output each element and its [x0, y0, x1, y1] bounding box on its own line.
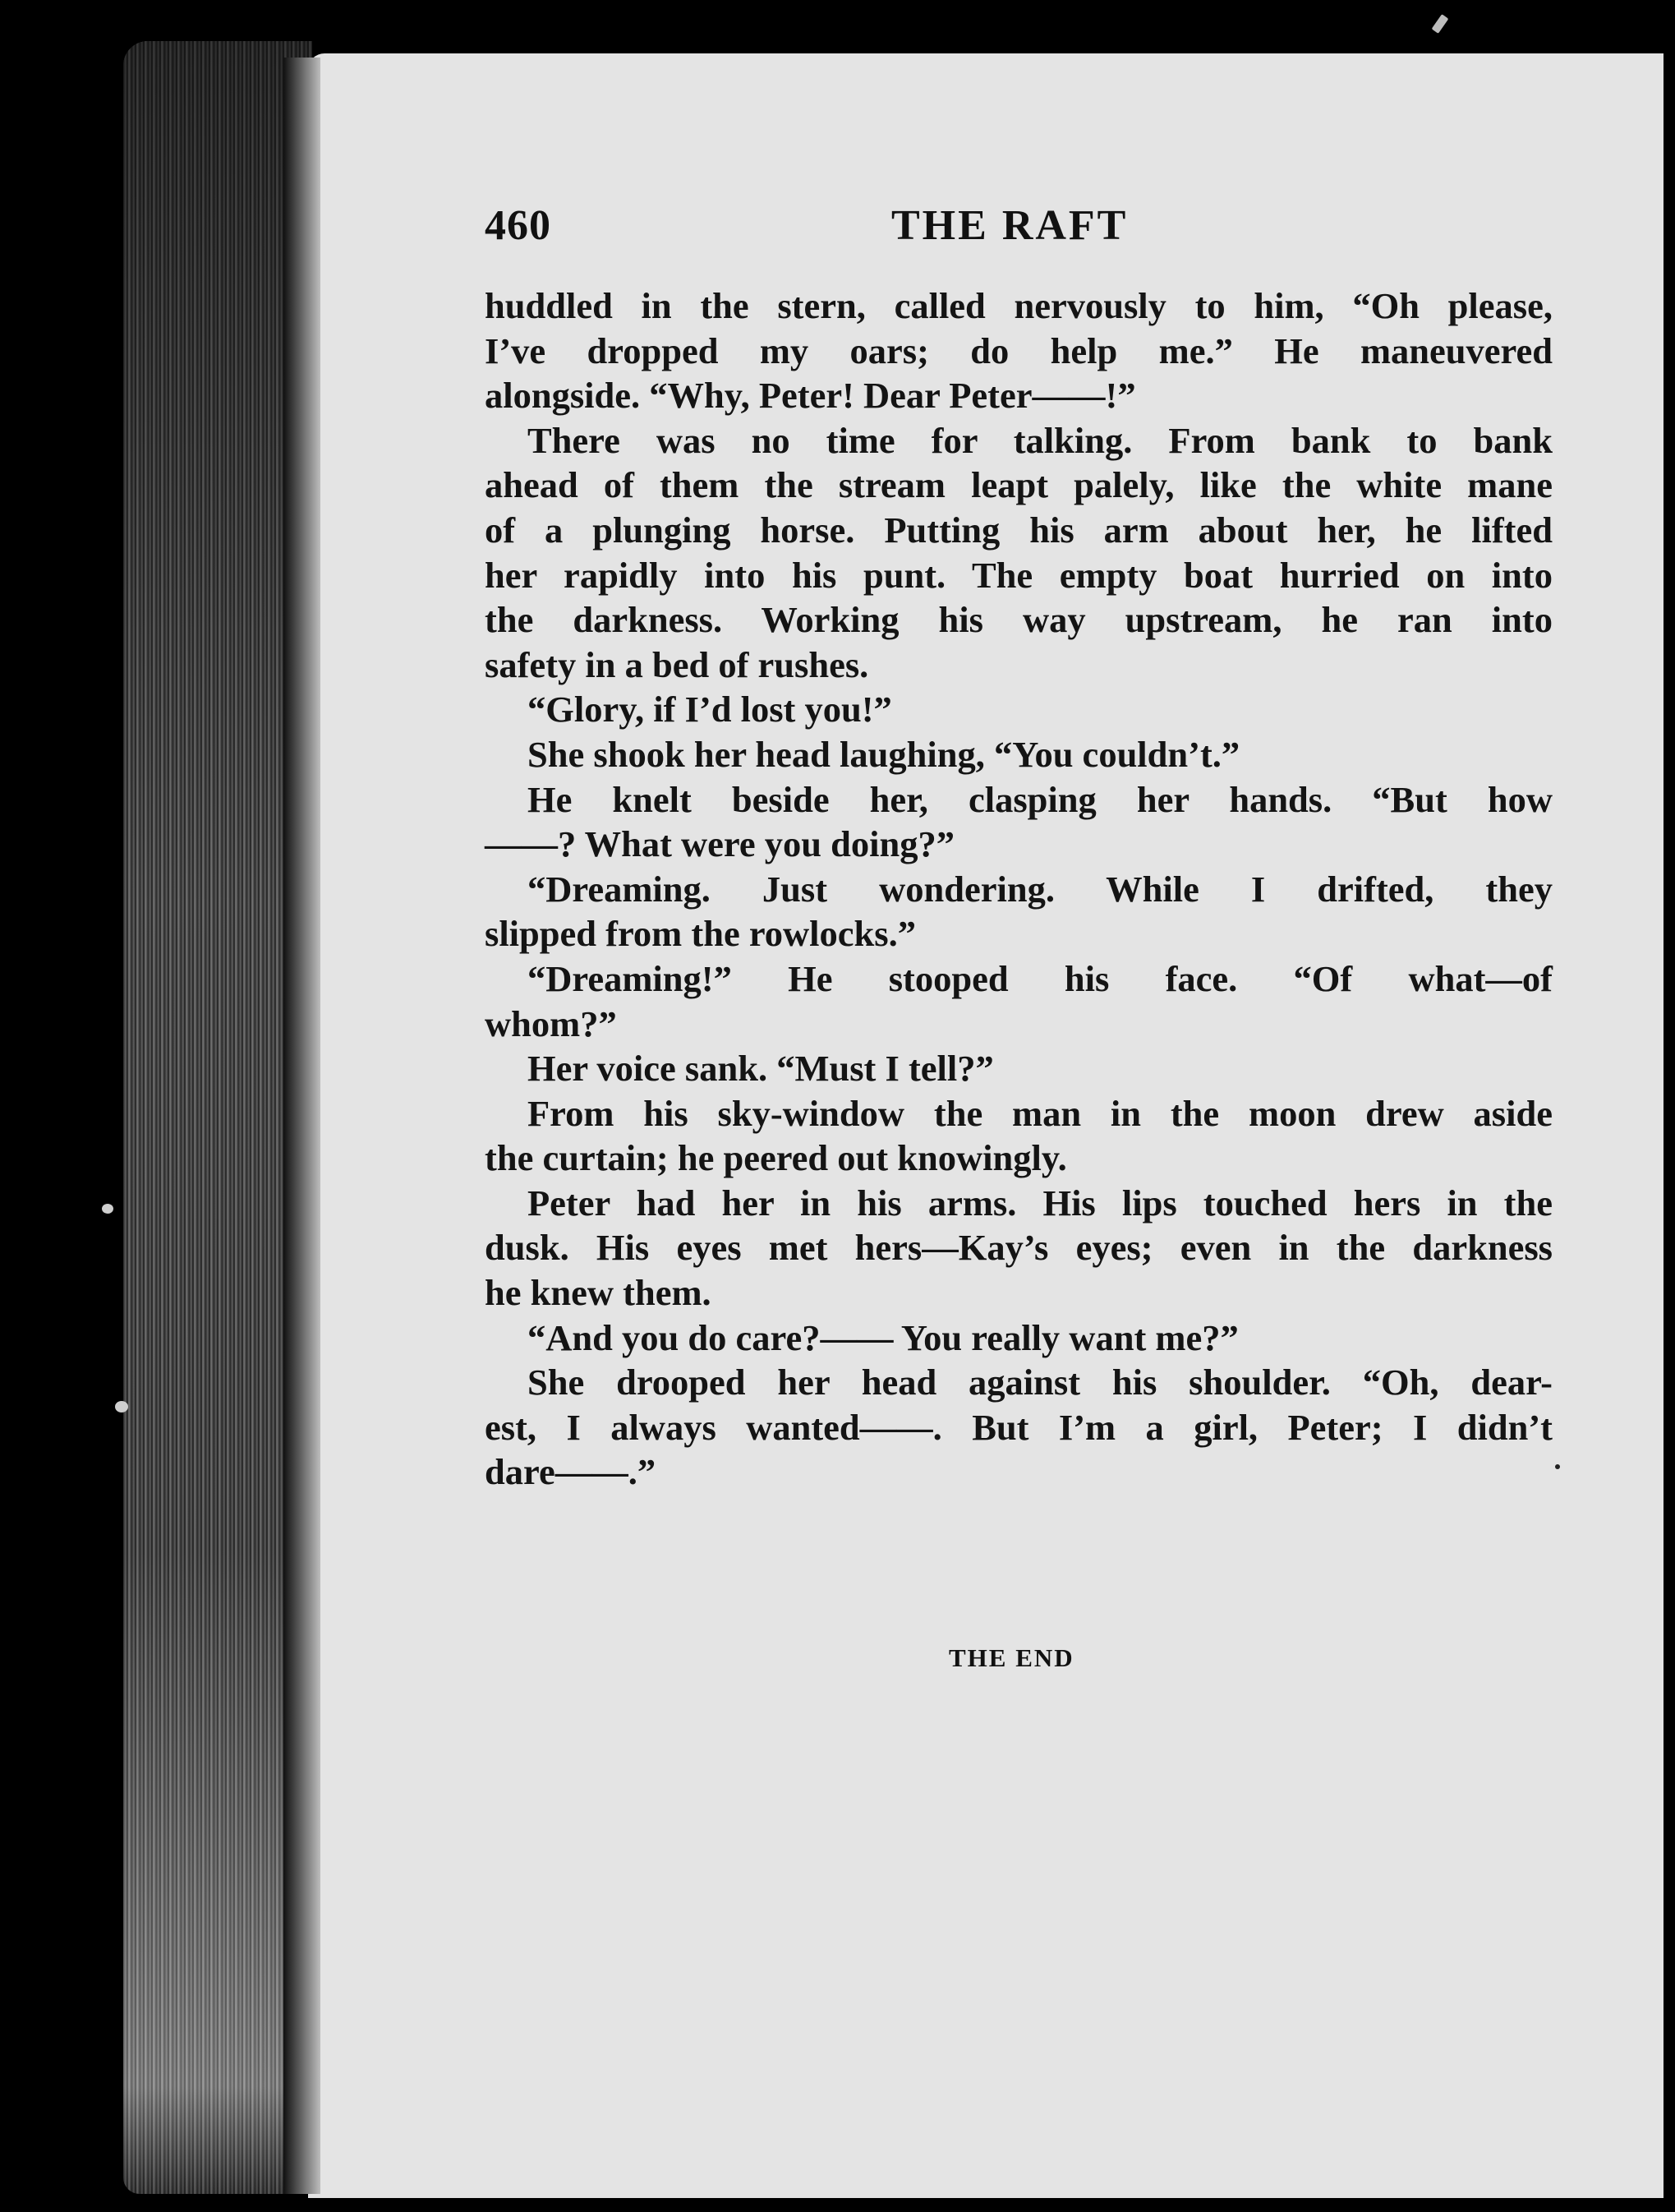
text-line: “Dreaming!” He stooped his face. “Of what—of	[527, 957, 1553, 999]
text-line: alongside. “Why, Peter! Dear Peter——!”	[485, 375, 1136, 417]
text-line: “Dreaming. Just wondering. While I drifted, they	[527, 868, 1553, 910]
text-line: est, I always wanted——. But I’m a girl, Peter; I didn’t	[485, 1406, 1553, 1448]
text-line: safety in a bed of rushes.	[485, 643, 869, 685]
scan-speck	[102, 1204, 113, 1214]
page-number: 460	[485, 202, 551, 249]
text-line: There was no time for talking. From bank to bank	[527, 419, 1553, 461]
scan-speck	[1432, 14, 1449, 34]
text-line: “Glory, if I’d lost you!”	[527, 689, 892, 730]
text-line: of a plunging horse. Putting his arm about her, he lifted	[485, 509, 1553, 551]
text-line: the curtain; he peered out knowingly.	[485, 1137, 1067, 1179]
running-head	[485, 201, 1536, 259]
text-line: Peter had her in his arms. His lips touched hers in the	[527, 1182, 1553, 1224]
book-title: THE RAFT	[891, 202, 1129, 249]
text-line: huddled in the stern, called nervously to him, “Oh please,	[485, 285, 1553, 326]
text-line: her rapidly into his punt. The empty boat hurried on into	[485, 554, 1553, 596]
scan-speck	[1555, 1464, 1560, 1469]
page-binding-shadow	[283, 58, 320, 2194]
text-line: He knelt beside her, clasping her hands. “But how	[527, 778, 1553, 820]
text-line: “And you do care?—— You really want me?”	[527, 1316, 1239, 1358]
text-line: She drooped her head against his shoulder. “Oh, dear-	[527, 1362, 1553, 1403]
text-line: I’ve dropped my oars; do help me.” He maneuvered	[485, 329, 1553, 371]
text-line: Her voice sank. “Must I tell?”	[527, 1048, 994, 1090]
text-line: From his sky-window the man in the moon drew aside	[527, 1092, 1553, 1134]
text-line: he knew them.	[485, 1272, 711, 1314]
text-line: ahead of them the stream leapt palely, like the white mane	[485, 464, 1553, 506]
scan-speck	[115, 1401, 128, 1412]
body-text	[485, 283, 1553, 1495]
text-line: She shook her head laughing, “You couldn’t.”	[527, 733, 1240, 775]
text-line: dusk. His eyes met hers—Kay’s eyes; even in the darkness	[485, 1227, 1553, 1269]
text-line: dare——.”	[485, 1451, 656, 1493]
text-line: whom?”	[485, 1002, 617, 1044]
text-line: slipped from the rowlocks.”	[485, 913, 916, 955]
the-end-label: THE END	[949, 1643, 1074, 1672]
text-line: the darkness. Working his way upstream, he ran into	[485, 599, 1553, 641]
text-line: ——? What were you doing?”	[485, 823, 955, 865]
